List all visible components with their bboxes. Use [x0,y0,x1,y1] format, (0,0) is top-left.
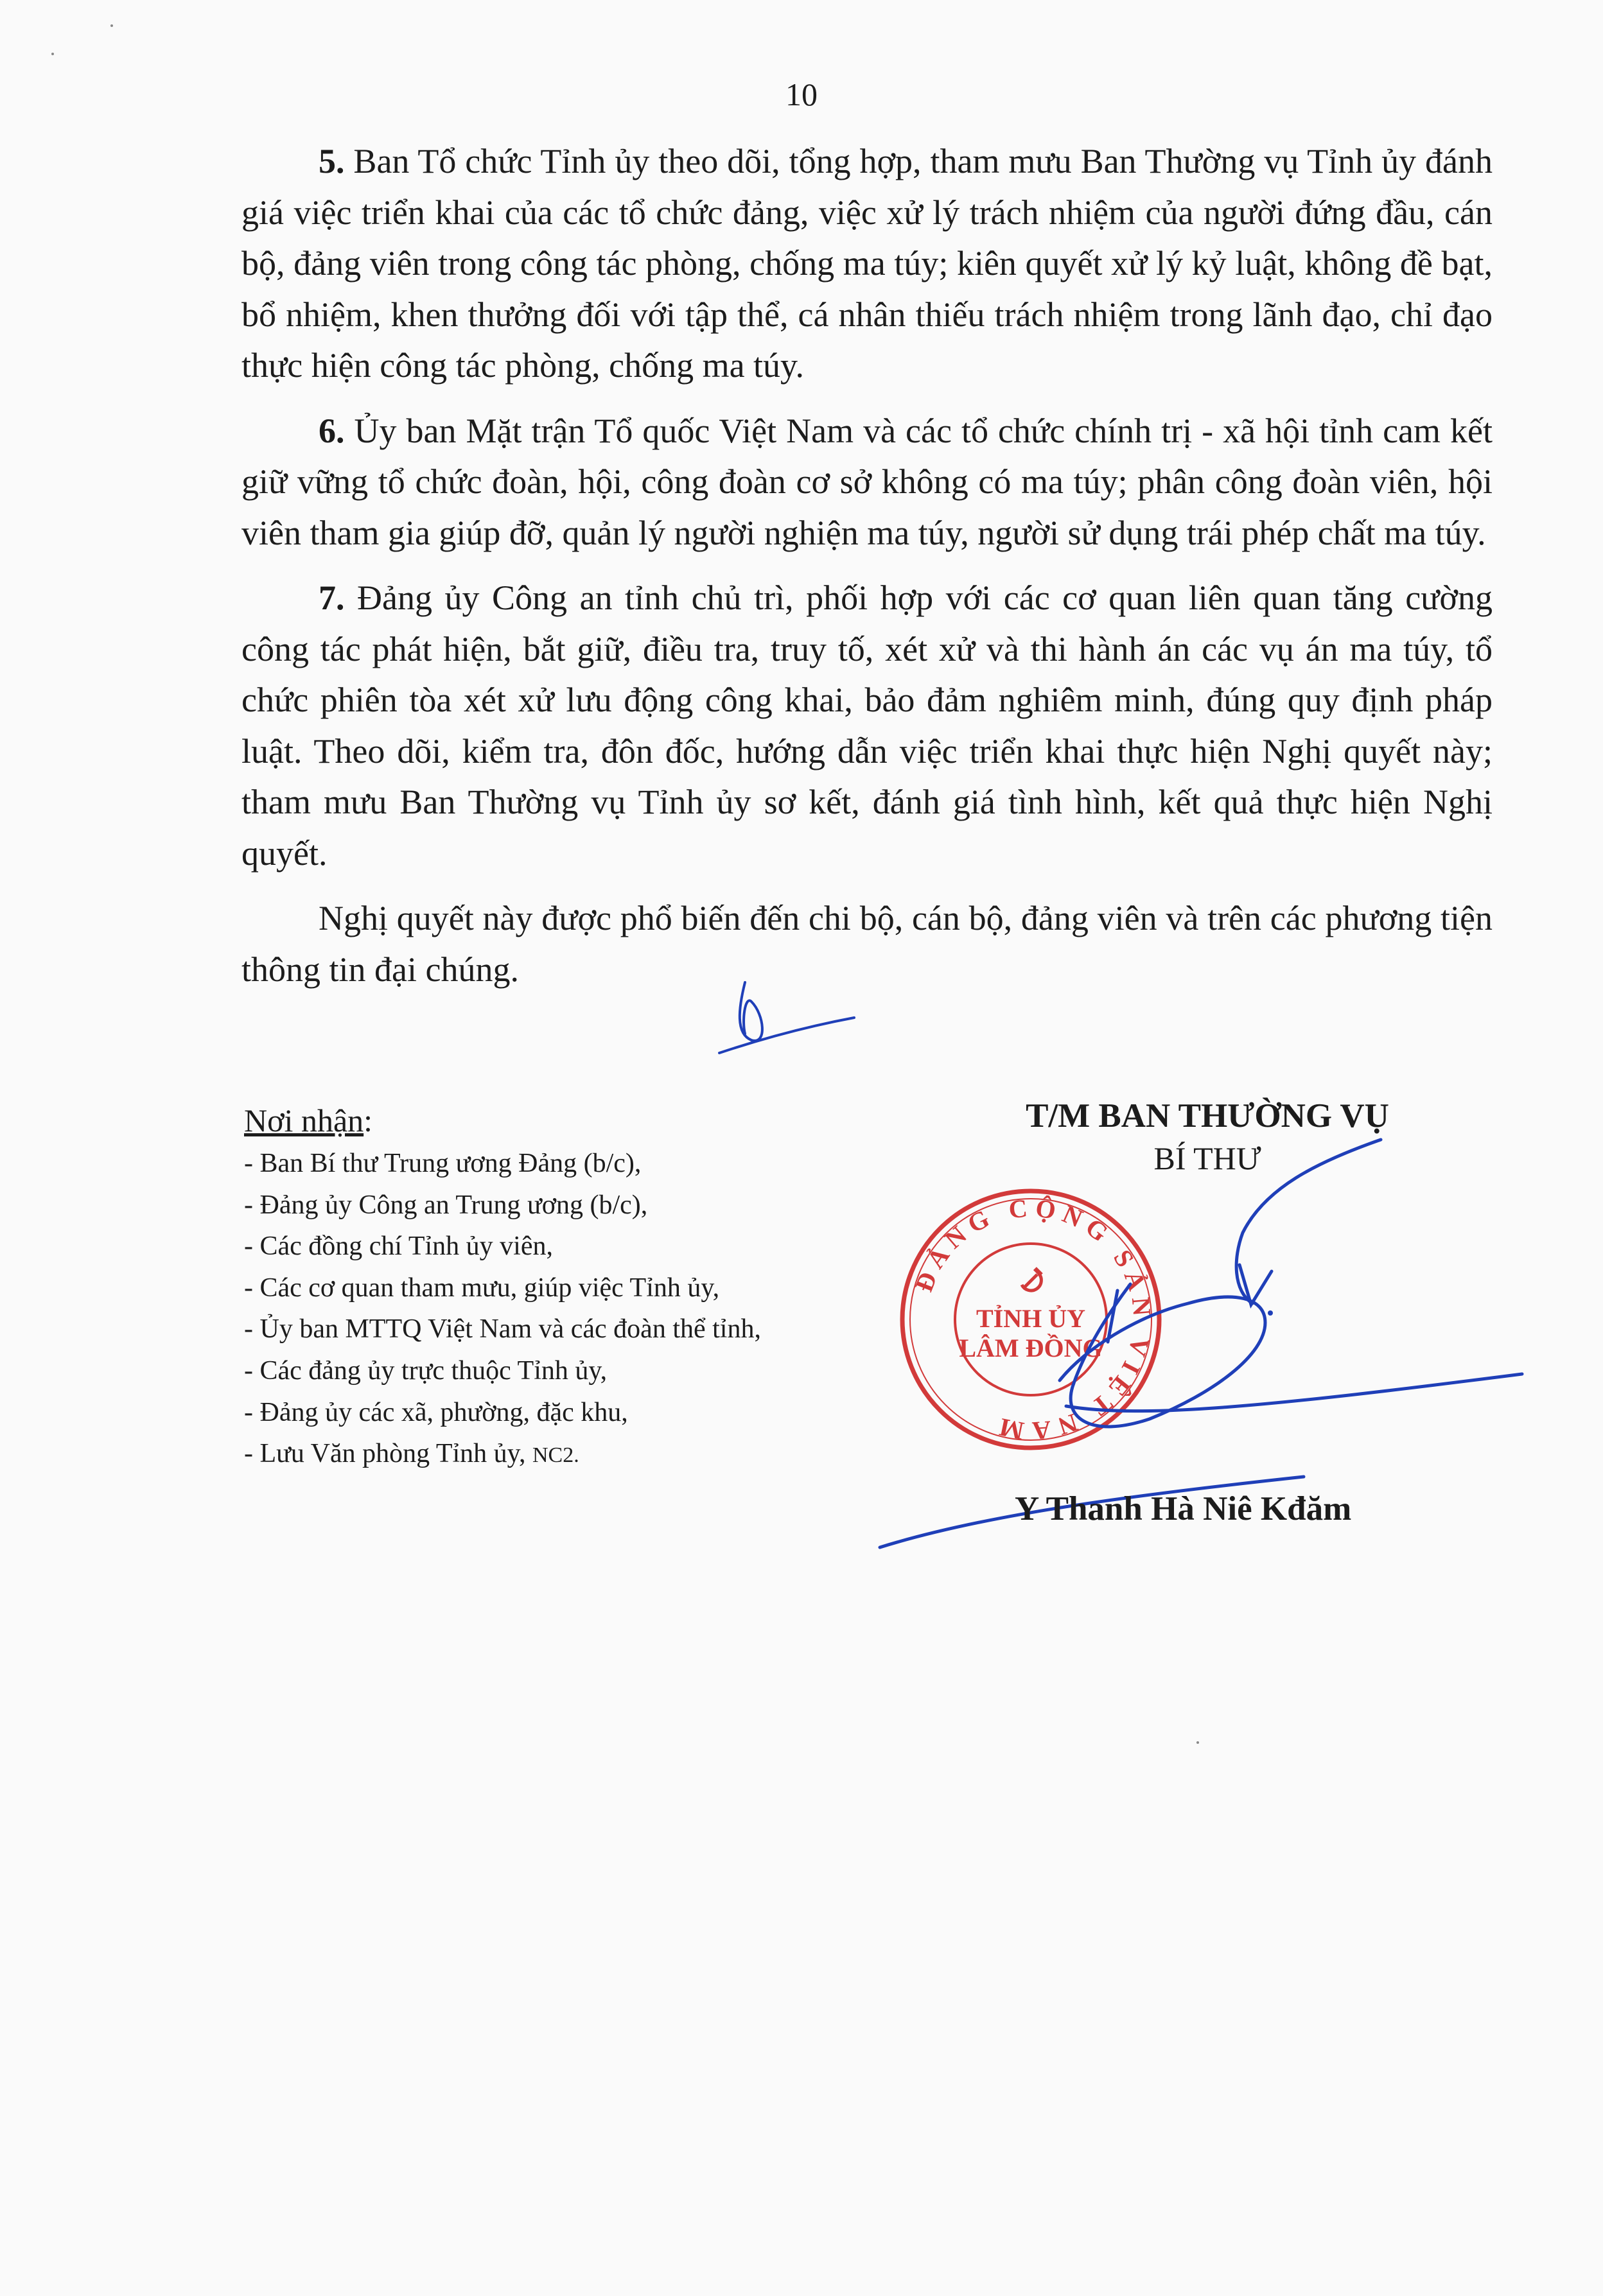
paragraph-number: 6. [319,411,345,450]
recipient-item: - Các đảng ủy trực thuộc Tỉnh ủy, [244,1355,608,1386]
paragraph-number: 7. [319,578,345,617]
initial-mark [706,963,861,1066]
recipients-block: Nơi nhận: - Ban Bí thư Trung ương Đảng (b/c), - Đảng ủy Công an Trung ương (b/c), - Các đồng chí Tỉnh ủy viên, - Các cơ quan tham mưu, giúp việc Tỉnh ủy, - Ủy ban MTTQ Việt Nam và các đoàn thể tỉnh, - Các đảng ủy trực thuộc Tỉnh ủy, - Đảng ủy các xã, phường, đặc khu, - Lưu Văn phòng Tỉnh ủy, NC2. [244,1099,886,1477]
recipient-item: - Đảng ủy Công an Trung ương (b/c), [244,1190,648,1220]
scan-speck [1196,1741,1199,1744]
paragraph-5 [241,136,1493,392]
closing-paragraph [241,893,1493,995]
recipient-item: - Các cơ quan tham mưu, giúp việc Tỉnh ủy, [244,1273,720,1303]
recipients-list [244,1143,886,1477]
seal-outer-text: ĐẢNG CỘNG SẢN VIỆT NAM [909,1193,1157,1446]
scan-speck [51,53,54,55]
paragraph-text: Ủy ban Mặt trận Tổ quốc Việt Nam và các tổ chức chính trị - xã hội tỉnh cam kết giữ vững tổ chức đoàn, hội, công đoàn cơ sở không có ma túy; phân công đoàn viên, hội viên tham gia giúp đỡ, quản lý người nghiện ma túy, người sử dụng trái phép chất ma túy. [241,411,1493,552]
paragraph-number: 5. [319,142,345,180]
seal-line-2: LÂM ĐỒNG [959,1334,1103,1362]
recipient-item: - Các đồng chí Tỉnh ủy viên, [244,1231,553,1262]
signer-title: BÍ THƯ [1153,1140,1261,1176]
archive-code: NC2. [532,1443,579,1468]
signing-authority: T/M BAN THƯỜNG VỤ [1026,1097,1389,1135]
paragraph-6 [241,406,1493,559]
page-number: 10 [785,76,818,112]
closing-text: Nghị quyết này được phổ biến đến chi bộ, cán bộ, đảng viên và trên các phương tiện thông tin đại chúng. [241,899,1493,989]
recipient-item: - Đảng ủy các xã, phường, đặc khu, [244,1397,628,1427]
recipient-item: - Ban Bí thư Trung ương Đảng (b/c), [244,1149,642,1178]
resolution-body [241,136,1493,1009]
paragraph-text: Đảng ủy Công an tỉnh chủ trì, phối hợp với các cơ quan liên quan tăng cường công tác phát hiện, bắt giữ, điều tra, truy tố, xét xử và thi hành án các vụ án ma túy, tổ chức phiên tòa xét xử lưu động công khai, bảo đảm nghiêm minh, đúng quy định pháp luật. Theo dõi, kiểm tra, đôn đốc, hướng dẫn việc triển khai thực hiện Nghị quyết này; tham mưu Ban Thường vụ Tỉnh ủy sơ kết, đánh giá tình hình, kết quả thực hiện Nghị quyết. [241,578,1493,873]
recipient-item: - Lưu Văn phòng Tỉnh ủy, NC2. [244,1439,579,1469]
recipient-item: - Ủy ban MTTQ Việt Nam và các đoàn thể tỉnh, [244,1314,761,1344]
scan-speck [110,24,113,27]
recipients-title: Nơi nhận [244,1102,364,1138]
seal-line-1: TỈNH ỦY [976,1304,1086,1333]
signer-name: Y Thanh Hà Niê Kđăm [1015,1490,1352,1527]
paragraph-7 [241,573,1493,879]
paragraph-text: Ban Tổ chức Tỉnh ủy theo dõi, tổng hợp, tham mưu Ban Thường vụ Tỉnh ủy đánh giá việc triển khai của các tổ chức đảng, việc xử lý trách nhiệm của người đứng đầu, cán bộ, đảng viên trong công tác phòng, chống ma túy; kiên quyết xử lý kỷ luật, không đề bạt, bổ nhiệm, khen thưởng đối với tập thể, cá nhân thiếu trách nhiệm trong lãnh đạo, chỉ đạo thực hiện công tác phòng, chống ma túy. [241,142,1493,385]
